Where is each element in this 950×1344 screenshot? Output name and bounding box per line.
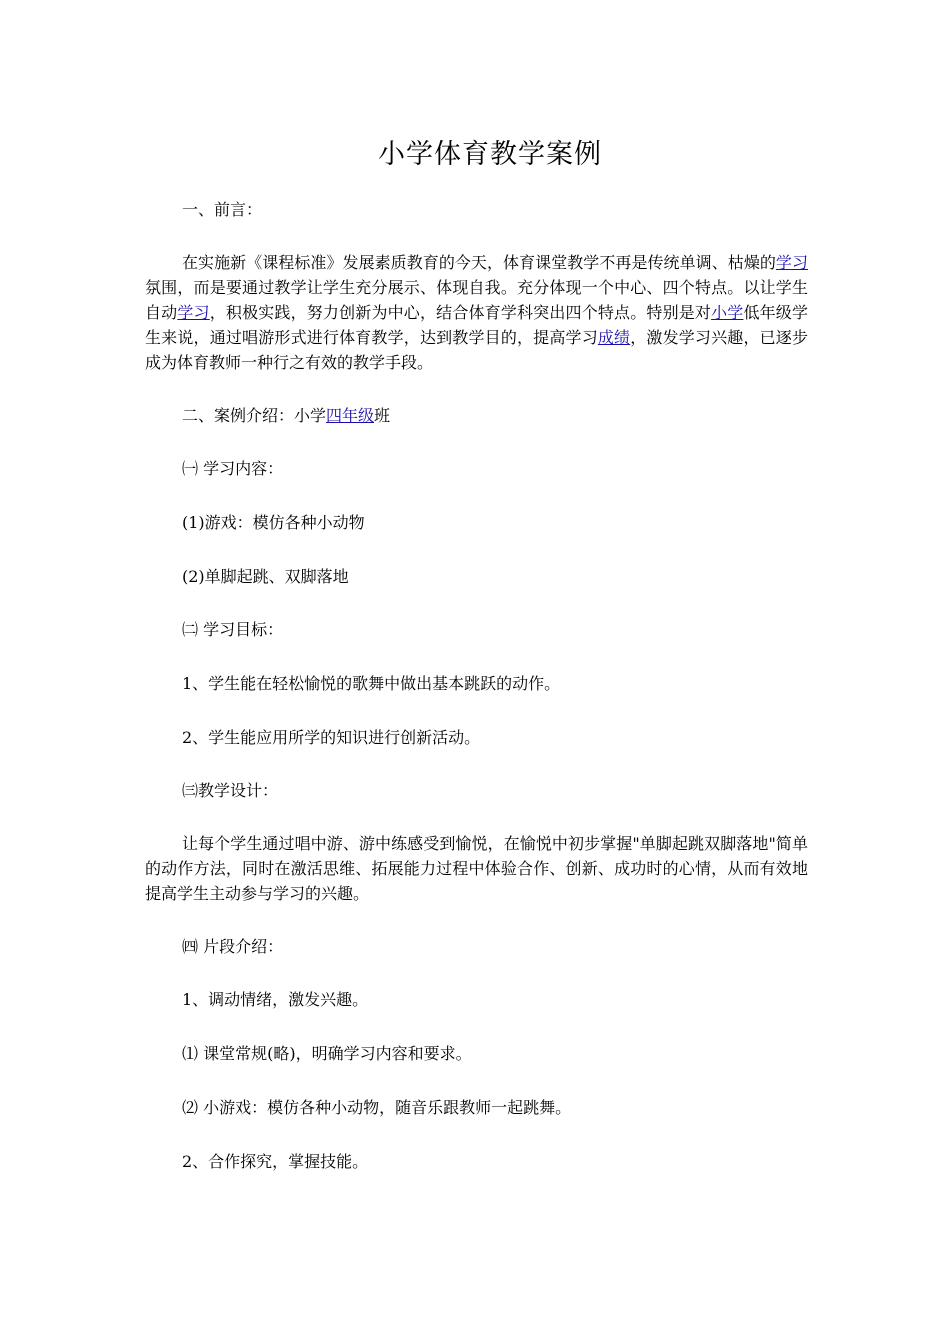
link-xuexi-1[interactable]: 学习 — [775, 253, 808, 272]
preface-text-1: 在实施新《课程标准》发展素质教育的今天，体育课堂教学不再是传统单调、枯燥的 — [182, 253, 776, 272]
preface-heading: 一、前言： — [182, 200, 263, 219]
content-item-1: (1)游戏：模仿各种小动物 — [182, 513, 365, 532]
content-heading: ㈠ 学习内容： — [182, 459, 284, 478]
preface-text-5: ，激发学习兴趣，已逐步成为体育教师一种行之有效的教学手段。 — [145, 328, 808, 372]
link-sinianji[interactable]: 四年级 — [326, 406, 375, 425]
design-paragraph: 让每个学生通过唱中游、游中练感受到愉悦，在愉悦中初步掌握"单脚起跳双脚落地"简单的动作方法，同时在激活思维、拓展能力过程中体验合作、创新、成功时的心情，从而有效地提高学生主动参与学习的兴趣。 — [145, 834, 808, 903]
segment-item-2: 2、合作探究，掌握技能。 — [182, 1152, 369, 1171]
preface-text-3: ，积极实践，努力创新为中心，结合体育学科突出四个特点。特别是对 — [209, 303, 712, 322]
preface-paragraph — [145, 250, 808, 375]
link-xiaoxue[interactable]: 小学 — [711, 303, 744, 322]
segment-heading: ㈣ 片段介绍： — [182, 937, 284, 956]
goal-heading: ㈡ 学习目标： — [182, 620, 284, 639]
segment-item-1: 1、调动情绪，激发兴趣。 — [182, 990, 369, 1009]
design-heading: ㈢教学设计： — [182, 781, 279, 800]
document-title: 小学体育教学案例 — [378, 139, 602, 170]
case-heading-prefix: 二、案例介绍：小学 — [182, 406, 327, 425]
link-chengji[interactable]: 成绩 — [597, 328, 631, 347]
segment-sub-item-1: ⑴ 课堂常规(略)，明确学习内容和要求。 — [182, 1044, 472, 1063]
case-heading-suffix: 班 — [374, 406, 391, 425]
link-xuexi-2[interactable]: 学习 — [177, 303, 210, 322]
preface-text-2: 氛围，而是要通过教学让学生充分展示、体现自我。充分体现一个中心、四个特点。以让学生自动 — [145, 278, 808, 322]
segment-sub-item-2: ⑵ 小游戏：模仿各种小动物，随音乐跟教师一起跳舞。 — [182, 1098, 572, 1117]
content-item-2: (2)单脚起跳、双脚落地 — [182, 567, 349, 586]
goal-item-2: 2、学生能应用所学的知识进行创新活动。 — [182, 728, 481, 747]
goal-item-1: 1、学生能在轻松愉悦的歌舞中做出基本跳跃的动作。 — [182, 674, 561, 693]
preface-text-4: 低年级学生来说，通过唱游形式进行体育教学，达到教学目的，提高学习 — [145, 303, 808, 347]
case-heading — [182, 404, 390, 428]
